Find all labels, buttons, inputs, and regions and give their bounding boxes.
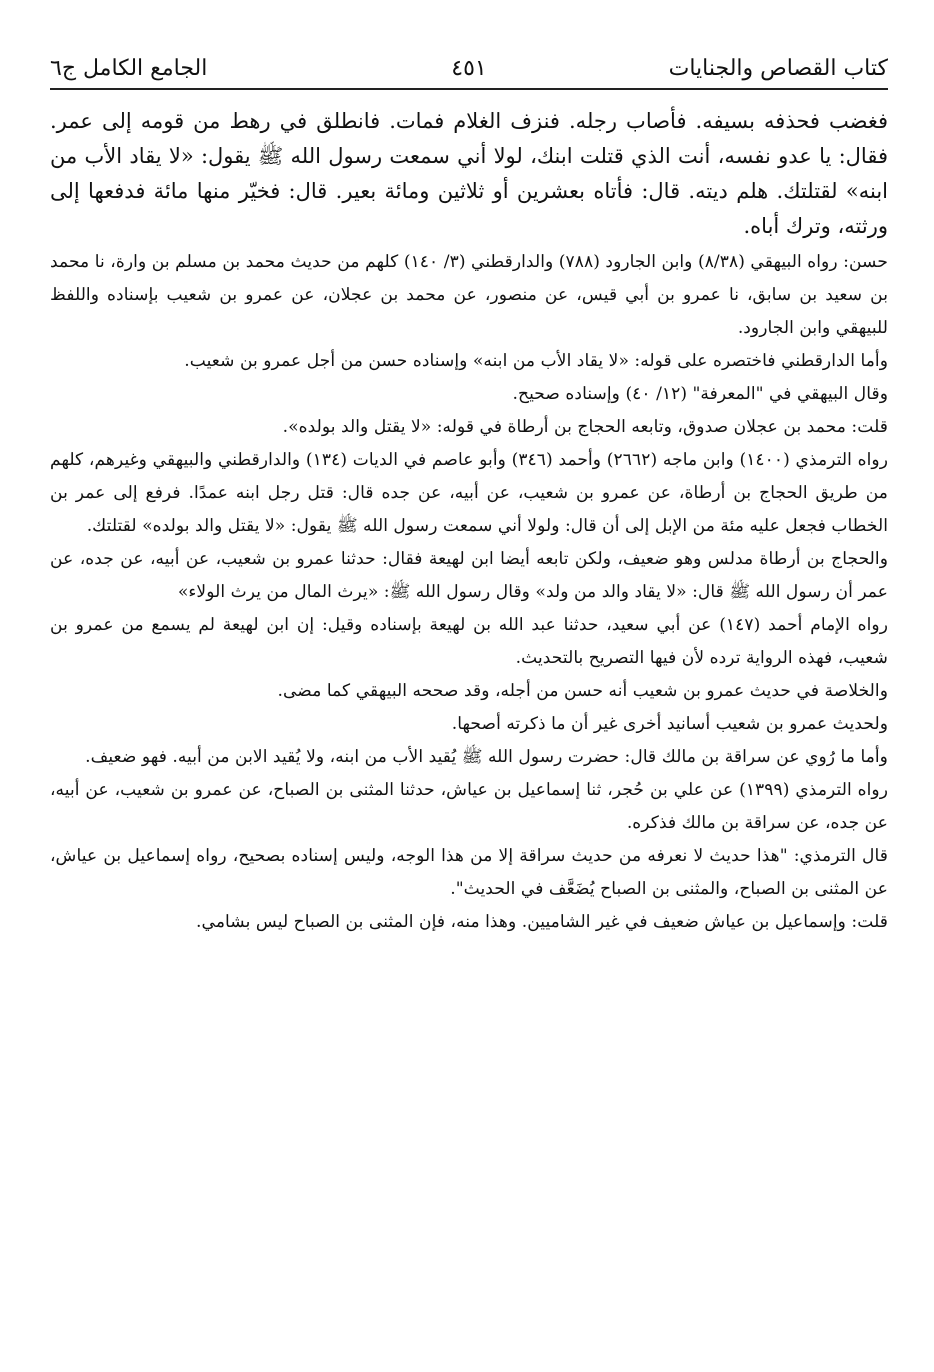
takhrij-paragraph: وأما ما رُوي عن سراقة بن مالك قال: حضرت رسول الله ﷺ يُقيد الأب من ابنه، ولا يُقيد الابن من أبيه. فهو ضعيف. [85,747,888,767]
takhrij-paragraph: وقال البيهقي في "المعرفة" (١٢/ ٤٠) وإسناده صحيح. [512,384,888,404]
book-title: كتاب القصاص والجنايات [668,56,888,81]
takhrij-paragraph: قلت: محمد بن عجلان صدوق، وتابعه الحجاج بن أرطاة في قوله: «لا يقتل والد بولده». [282,417,888,437]
series-title: الجامع الكامل ج٦ [50,56,208,81]
takhrij-paragraph: رواه الترمذي (١٤٠٠) وابن ماجه (٢٦٦٢) وأحمد (٣٤٦) وأبو عاصم في الديات (١٣٤) والدارقطني والبيهقي وغيرهم، كلهم من طريق الحجاج بن أرطاة، عن عمرو بن شعيب، عن أبيه، عن جده قال: قتل رجل ابنه عمدًا. فرفع إلى عمر بن الخطاب فجعل عليه مئة من الإبل إلى أن قال: ولولا أني سمعت رسول الله ﷺ يقول: «لا يقتل والد بولده» لقتلتك. [50,450,888,536]
page-number: ٤٥١ [451,56,487,81]
takhrij-paragraph: رواه الإمام أحمد (١٤٧) عن أبي سعيد، حدثنا عبد الله بن لهيعة بإسناده وقيل: إن ابن لهيعة لم يسمع من عمرو بن شعيب، فهذه الرواية ترده لأن فيها التصريح بالتحديث. [50,615,888,668]
body-text [50,104,888,939]
takhrij-paragraph: والخلاصة في حديث عمرو بن شعيب أنه حسن من أجله، وقد صححه البيهقي كما مضى. [277,681,888,701]
takhrij-paragraph: وأما الدارقطني فاختصره على قوله: «لا يقاد الأب من ابنه» وإسناده حسن من أجل عمرو بن شعيب. [184,351,888,371]
running-header [50,48,888,90]
takhrij-paragraph: رواه الترمذي (١٣٩٩) عن علي بن حُجر، ثنا إسماعيل بن عياش، حدثنا المثنى بن الصباح، عن عمرو بن شعيب، عن أبيه، عن جده، عن سراقة بن مالك فذكره. [50,780,888,833]
takhrij-paragraph: قلت: وإسماعيل بن عياش ضعيف في غير الشاميين. وهذا منه، فإن المثنى بن الصباح ليس بشامي. [196,912,888,932]
page [50,48,888,939]
takhrij-paragraph: حسن: رواه البيهقي (٨/٣٨) وابن الجارود (٧٨٨) والدارقطني (٣/ ١٤٠) كلهم من حديث محمد بن مسلم بن وارة، نا محمد بن سعيد بن سابق، نا عمرو بن أبي قيس، عن منصور، عن محمد بن عجلان، عن عمرو بن شعيب بإسناده واللفظ للبيهقي وابن الجارود. [50,252,888,338]
takhrij-paragraph: ولحديث عمرو بن شعيب أسانيد أخرى غير أن ما ذكرته أصحها. [451,714,888,734]
takhrij-paragraph: والحجاج بن أرطاة مدلس وهو ضعيف، ولكن تابعه أيضا ابن لهيعة فقال: حدثنا عمرو بن شعيب، عن أبيه، عن جده، عن عمر أن رسول الله ﷺ قال: «لا يقاد والد من ولد» وقال رسول الله ﷺ: «يرث المال من يرث الولاء» [50,549,888,602]
takhrij-paragraph: قال الترمذي: "هذا حديث لا نعرفه من حديث سراقة إلا من هذا الوجه، وليس إسناده بصحيح، رواه إسماعيل بن عياش، عن المثنى بن الصباح، والمثنى بن الصباح يُضَعَّف في الحديث". [50,846,888,899]
hadith-text-paragraph: فغضب فحذفه بسيفه. فأصاب رجله. فنزف الغلام فمات. فانطلق في رهط من قومه إلى عمر. فقال: يا عدو نفسه، أنت الذي قتلت ابنك، لولا أني سمعت رسول الله ﷺ يقول: «لا يقاد الأب من ابنه» لقتلتك. هلم ديته. قال: فأتاه بعشرين أو ثلاثين ومائة بعير. قال: فخيّر منها مائة فدفعها إلى ورثته، وترك أباه. [50,109,888,238]
